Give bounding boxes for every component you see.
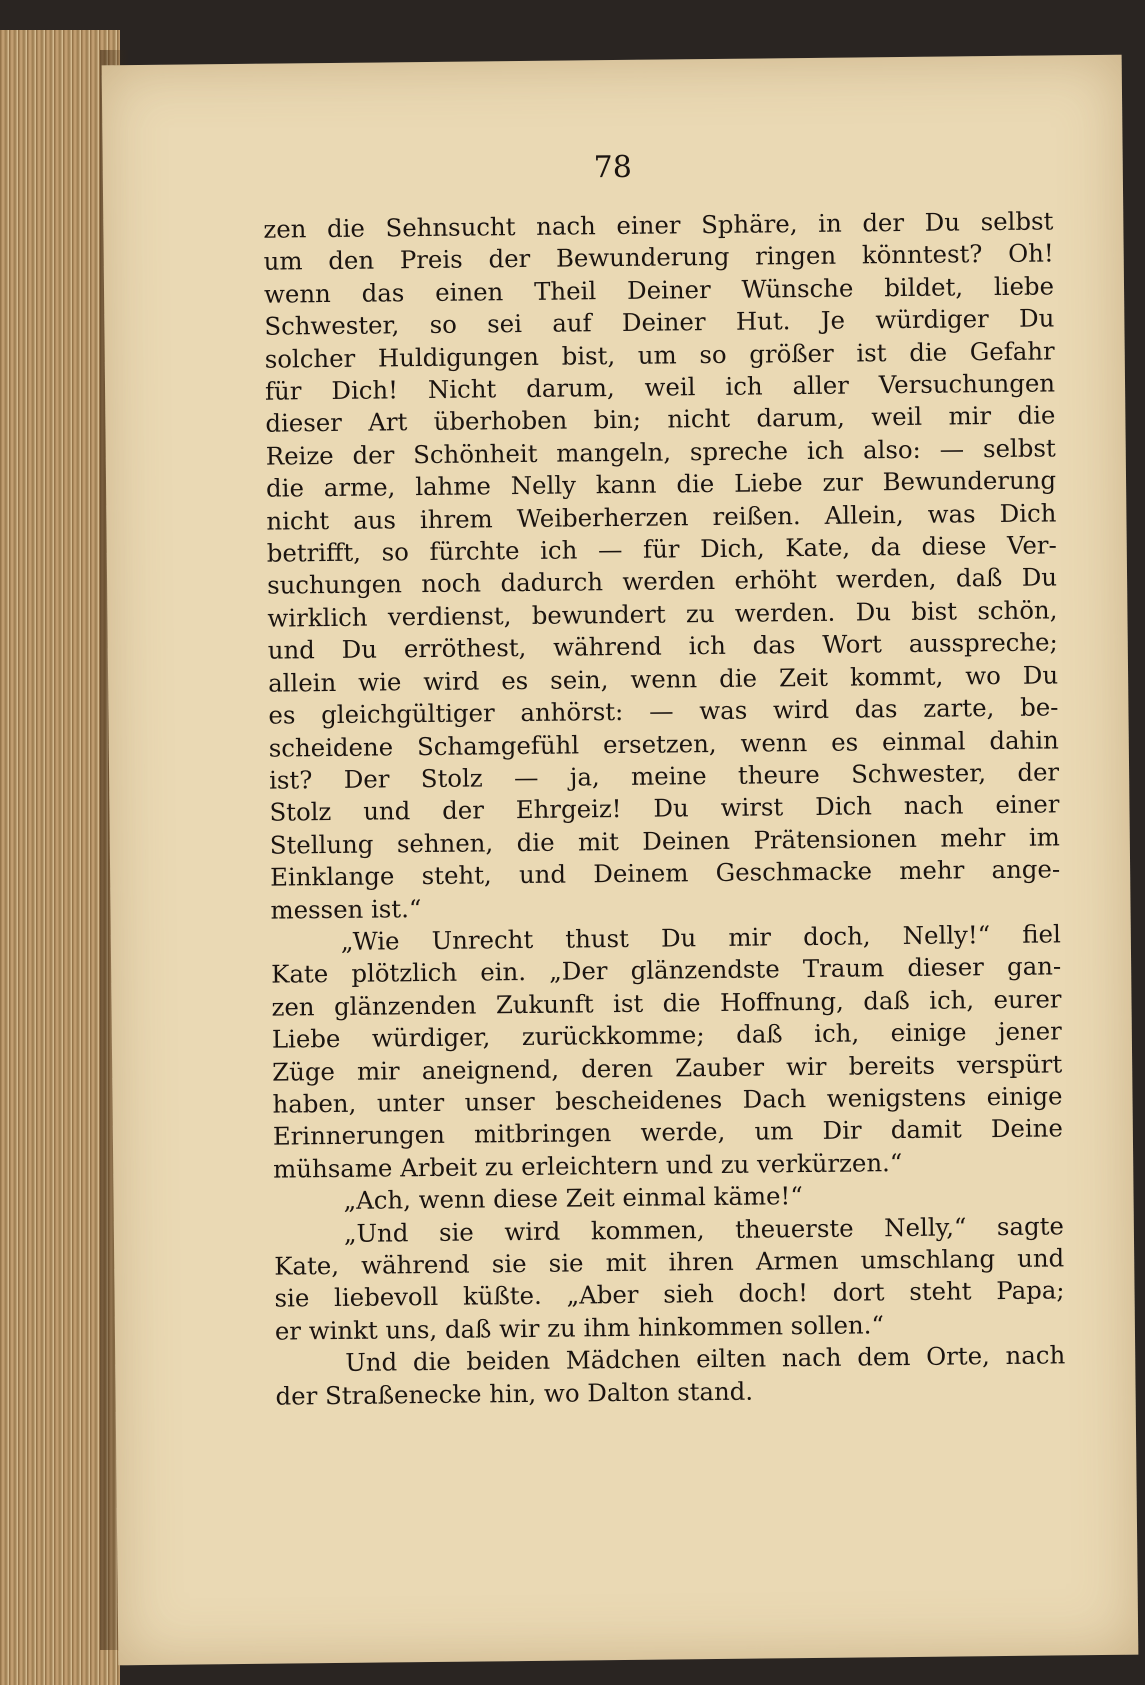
text-line: Reize der Schönheit mangeln, spreche ich also: — selbst <box>265 433 1056 471</box>
text-line: „Wie Unrecht thust Du mir doch, Nelly!“ fiel <box>340 919 1061 956</box>
text-line: zen die Sehnsucht nach einer Sphäre, in der Du selbst <box>263 206 1054 244</box>
text-line: der Straßenecke hin, wo Dalton stand. <box>275 1376 754 1411</box>
text-line: Erinnerungen mitbringen werde, um Dir damit Deine <box>272 1113 1063 1152</box>
text-line: es gleichgültiger anhörst: — was wird das zarte, be- <box>268 692 1059 730</box>
text-line: für Dich! Nicht darum, weil ich aller Versuchungen <box>264 368 1056 406</box>
text-line: und Du erröthest, während ich das Wort ausspreche; <box>267 627 1058 665</box>
text-line: Schwester, so sei auf Deiner Hut. Je würdiger Du <box>264 303 1055 341</box>
text-line: ist? Der Stolz — ja, meine theure Schwester, der <box>268 757 1060 795</box>
text-line: Kate plötzlich ein. „Der glänzendste Traum dieser gan- <box>271 951 1062 990</box>
text-line: Stellung sehnen, die mit Deinen Prätensionen mehr im <box>269 822 1060 860</box>
text-line: solcher Huldigungen bist, um so größer ist die Gefahr <box>264 336 1055 374</box>
text-line: suchungen noch dadurch werden erhöht werden, daß Du <box>266 562 1058 601</box>
text-line: Liebe würdiger, zurückkomme; daß ich, einige jener <box>271 1016 1062 1054</box>
page-number: 78 <box>593 149 633 186</box>
text-line: Stolz und der Ehrgeiz! Du wirst Dich nach einer <box>269 789 1060 827</box>
text-line: Kate, während sie sie mit ihren Armen umschlang und <box>274 1243 1065 1281</box>
text-line: haben, unter unser bescheidenes Dach wenigstens einige <box>272 1081 1063 1119</box>
text-line: „Und sie wird kommen, theuerste Nelly,“ sagte <box>343 1210 1065 1248</box>
body-text <box>263 205 1066 1412</box>
text-line: Und die beiden Mädchen eilten nach dem Orte, nach <box>345 1340 1066 1378</box>
text-line: Züge mir aneignend, deren Zauber wir bereits verspürt <box>272 1048 1063 1087</box>
text-line: allein wie wird es sein, wenn die Zeit kommt, wo Du <box>267 660 1059 698</box>
text-line: er winkt uns, daß wir zu ihm hinkommen sollen.“ <box>274 1310 885 1346</box>
text-line: betrifft, so fürchte ich — für Dich, Kate, da diese Ver- <box>266 530 1057 568</box>
page-sheet <box>102 55 1139 1666</box>
text-line: wirklich verdienst, bewundert zu werden. Du bist schön, <box>267 595 1058 633</box>
text-line: mühsame Arbeit zu erleichtern und zu verkürzen.“ <box>273 1147 903 1184</box>
text-line: sie liebevoll küßte. „Aber sieh doch! dort steht Papa; <box>274 1275 1065 1314</box>
text-line: dieser Art überhoben bin; nicht darum, weil mir die <box>265 400 1056 439</box>
text-line: wenn das einen Theil Deiner Wünsche bildet, liebe <box>263 271 1055 309</box>
text-line: zen glänzenden Zukunft ist die Hoffnung, daß ich, eurer <box>271 984 1062 1022</box>
text-line: messen ist.“ <box>270 893 422 925</box>
text-line: Einklange steht, und Deinem Geschmacke mehr ange- <box>270 854 1061 892</box>
text-line: um den Preis der Bewunderung ringen könntest? Oh! <box>263 238 1054 277</box>
text-line: „Ach, wenn diese Zeit einmal käme!“ <box>343 1181 803 1216</box>
text-line: die arme, lahme Nelly kann die Liebe zur Bewunderung <box>265 465 1057 503</box>
text-line: scheidene Schamgefühl ersetzen, wenn es einmal dahin <box>268 724 1059 763</box>
text-line: nicht aus ihrem Weiberherzen reißen. Allein, was Dich <box>266 498 1057 536</box>
